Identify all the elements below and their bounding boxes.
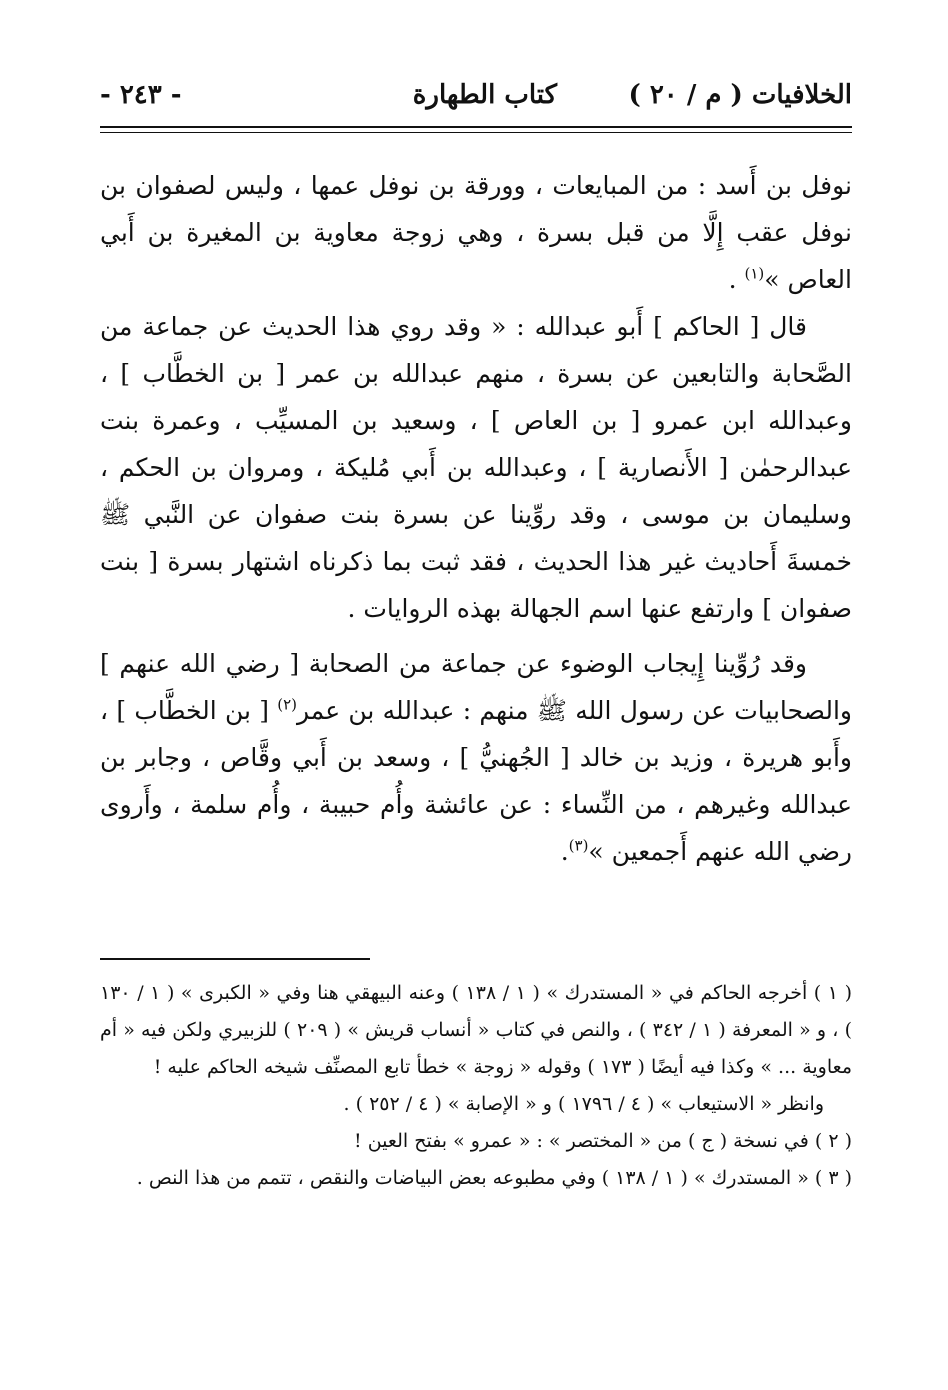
paragraph-2: قال [ الحاكم ] أَبو عبدالله : « وقد روي هذا الحديث عن جماعة من الصَّحابة والتابعين عن بسرة ، منهم عبدالله بن عمر [ بن الخطَّاب ] ، وعبدالله ابن عمرو [ بن العاص ] ، وسعيد بن المسيِّب ، وعمرة بنت عبدالرحمٰن [ الأَنصارية ] ، وعبدالله بن أَبي مُليكة ، ومروان بن الحكم ، وسليمان بن موسى ، وقد روِّينا عن بسرة بنت صفوان عن النَّبي ﷺ خمسةَ أَحاديث غير هذا الحديث ، فقد ثبت بما ذكرناه اشتهار بسرة [ بنت صفوان ] وارتفع عنها اسم الجهالة بهذه الروايات . bbox=[100, 312, 852, 623]
page-number: - ٢٤٣ - bbox=[100, 80, 182, 110]
header-rule-thick bbox=[100, 126, 852, 128]
header-series-title: الخلافيات ( م / ٢٠ ) bbox=[628, 80, 852, 110]
paragraph-1: نوفل بن أَسد : من المبايعات ، وورقة بن نوفل عمها ، وليس لصفوان بن نوفل عقب إِلَّا من قبل بسرة ، وهي زوجة معاوية بن المغيرة بن أَبي العاص »$^{(١)}$ . bbox=[100, 171, 852, 294]
footnote-2: ( ٢ ) في نسخة ( ج ) من « المختصر » : « عمرو » بفتح العين ! bbox=[354, 1130, 852, 1152]
header-book-title: كتاب الطهارة bbox=[412, 80, 557, 110]
header-rule-thin bbox=[100, 132, 852, 133]
footnote-separator bbox=[100, 958, 370, 960]
footnote-ref-1: (١) bbox=[744, 264, 765, 283]
footnote-3: ( ٣ ) « المستدرك » ( ١ / ١٣٨ ) وفي مطبوعه بعض البياضات والنقص ، تتمم من هذا النص . bbox=[136, 1167, 852, 1189]
main-text bbox=[100, 162, 852, 875]
page-header bbox=[100, 78, 852, 122]
footnotes bbox=[100, 975, 852, 1197]
footnote-ref-2: (٢) bbox=[277, 695, 297, 714]
footnote-ref-3: (٣) bbox=[568, 836, 589, 855]
footnote-1: ( ١ ) أخرجه الحاكم في « المستدرك » ( ١ / ١٣٨ ) وعنه البيهقي هنا وفي « الكبرى » ( ١ / ١٣٠ ) ، و « المعرفة ( ١ / ٣٤٢ ) ، والنص في كتاب « أنساب قريش » ( ٢٠٩ ) للزبيري ولكن فيه « أم معاوية ... » وكذا فيه أيضًا ( ١٧٣ ) وقوله « زوجة » خطأ تابع المصنِّف شيخه الحاكم عليه ! bbox=[100, 982, 852, 1078]
footnote-1-continued: وانظر « الاستيعاب » ( ٤ / ١٧٩٦ ) و « الإصابة » ( ٤ / ٢٥٢ ) . bbox=[343, 1093, 824, 1115]
paragraph-3: وقد رُوِّينا إِيجاب الوضوء عن جماعة من الصحابة [ رضي الله عنهم ] والصحابيات عن رسول الله ﷺ منهم : عبدالله بن عمر$^{(٢)}$ [ بن الخطَّاب ] ، وأَبو هريرة ، وزيد بن خالد [ الجُهنيُّ ] ، وسعد بن أَبي وقَّاص ، وجابر بن عبدالله وغيرهم ، من النِّساء : عن عائشة وأُم حبيبة ، وأُم سلمة ، وأَروى رضي الله عنهم أَجمعين »$^{(٣)}$. bbox=[100, 649, 852, 866]
